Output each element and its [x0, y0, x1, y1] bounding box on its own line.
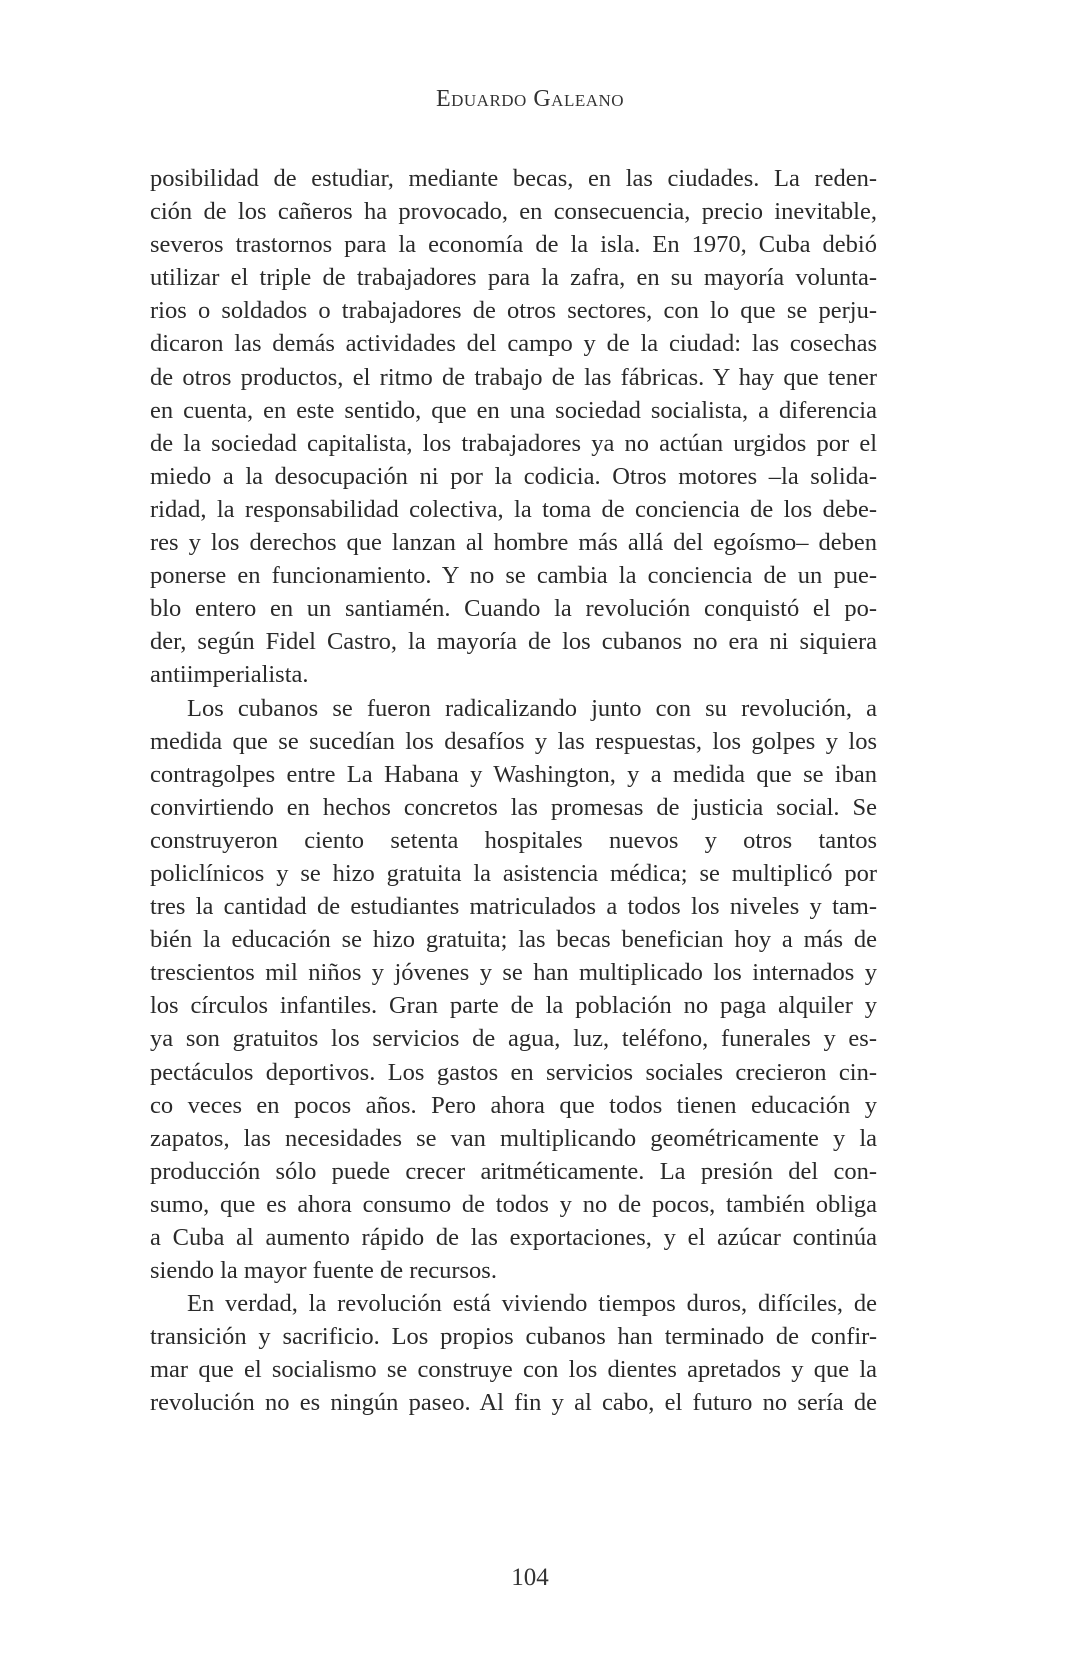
text-line: antiimperialista.: [150, 661, 309, 689]
running-head-author: Eduardo Galeano: [435, 86, 625, 112]
body-text: [150, 162, 877, 1420]
text-line: mar que el socialismo se construye con los dientes apretados y que la: [150, 1356, 877, 1384]
page-number: 104: [511, 1564, 549, 1591]
text-line: Los cubanos se fueron radicalizando junto con su revolución, a: [187, 694, 877, 722]
text-line: miedo a la desocupación ni por la codicia. Otros motores –la solida-: [150, 462, 877, 490]
text-line: res y los derechos que lanzan al hombre más allá del egoísmo– deben: [150, 529, 877, 557]
text-line: convirtiendo en hechos concretos las promesas de justicia social. Se: [150, 793, 877, 821]
text-line: transición y sacrificio. Los propios cubanos han terminado de confir-: [150, 1323, 877, 1351]
text-line: los círculos infantiles. Gran parte de la población no paga alquiler y: [150, 992, 877, 1020]
text-line: contragolpes entre La Habana y Washington, y a medida que se iban: [150, 760, 877, 788]
text-line: revolución no es ningún paseo. Al fin y al cabo, el futuro no sería de: [150, 1389, 877, 1417]
text-line: a Cuba al aumento rápido de las exportaciones, y el azúcar continúa: [150, 1224, 877, 1251]
text-line: der, según Fidel Castro, la mayoría de los cubanos no era ni siquiera: [150, 628, 877, 656]
text-line: ponerse en funcionamiento. Y no se cambia la conciencia de un pue-: [150, 562, 877, 590]
text-line: utilizar el triple de trabajadores para la zafra, en su mayoría volunta-: [150, 264, 877, 292]
text-line: blo entero en un santiamén. Cuando la revolución conquistó el po-: [150, 595, 877, 623]
paragraph-2: [150, 692, 877, 1288]
paragraph-3: [150, 1287, 877, 1419]
text-line: dicaron las demás actividades del campo y de la ciudad: las cosechas: [150, 330, 877, 358]
text-line: En verdad, la revolución está viviendo tiempos duros, difíciles, de: [187, 1290, 877, 1318]
text-line: medida que se sucedían los desafíos y las respuestas, los golpes y los: [150, 727, 877, 755]
paragraph-1: [150, 162, 877, 692]
text-line: pectáculos deportivos. Los gastos en servicios sociales crecieron cin-: [150, 1058, 877, 1086]
text-line: tres la cantidad de estudiantes matriculados a todos los niveles y tam-: [150, 893, 877, 921]
text-line: co veces en pocos años. Pero ahora que todos tienen educación y: [150, 1091, 877, 1119]
text-line: ción de los cañeros ha provocado, en consecuencia, precio inevitable,: [150, 198, 877, 226]
text-line: de la sociedad capitalista, los trabajadores ya no actúan urgidos por el: [150, 429, 877, 457]
text-line: ya son gratuitos los servicios de agua, luz, teléfono, funerales y es-: [150, 1025, 877, 1053]
text-line: severos trastornos para la economía de la isla. En 1970, Cuba debió: [150, 231, 877, 259]
text-line: de otros productos, el ritmo de trabajo de las fábricas. Y hay que tener: [150, 363, 877, 391]
text-line: siendo la mayor fuente de recursos.: [150, 1257, 497, 1285]
text-line: producción sólo puede crecer aritméticamente. La presión del con-: [150, 1157, 877, 1185]
text-line: rios o soldados o trabajadores de otros sectores, con lo que se perju-: [150, 297, 877, 325]
text-line: posibilidad de estudiar, mediante becas, en las ciudades. La reden-: [150, 165, 877, 192]
text-line: en cuenta, en este sentido, que en una sociedad socialista, a diferencia: [150, 396, 877, 424]
text-line: bién la educación se hizo gratuita; las becas benefician hoy a más de: [150, 926, 877, 954]
text-line: policlínicos y se hizo gratuita la asistencia médica; se multiplicó por: [150, 859, 877, 887]
text-line: zapatos, las necesidades se van multiplicando geométricamente y la: [150, 1124, 877, 1152]
text-line: sumo, que es ahora consumo de todos y no de pocos, también obliga: [150, 1190, 877, 1218]
text-line: construyeron ciento setenta hospitales nuevos y otros tantos: [150, 826, 877, 854]
text-line: trescientos mil niños y jóvenes y se han multiplicado los internados y: [150, 959, 877, 987]
text-line: ridad, la responsabilidad colectiva, la toma de conciencia de los debe-: [150, 495, 877, 523]
